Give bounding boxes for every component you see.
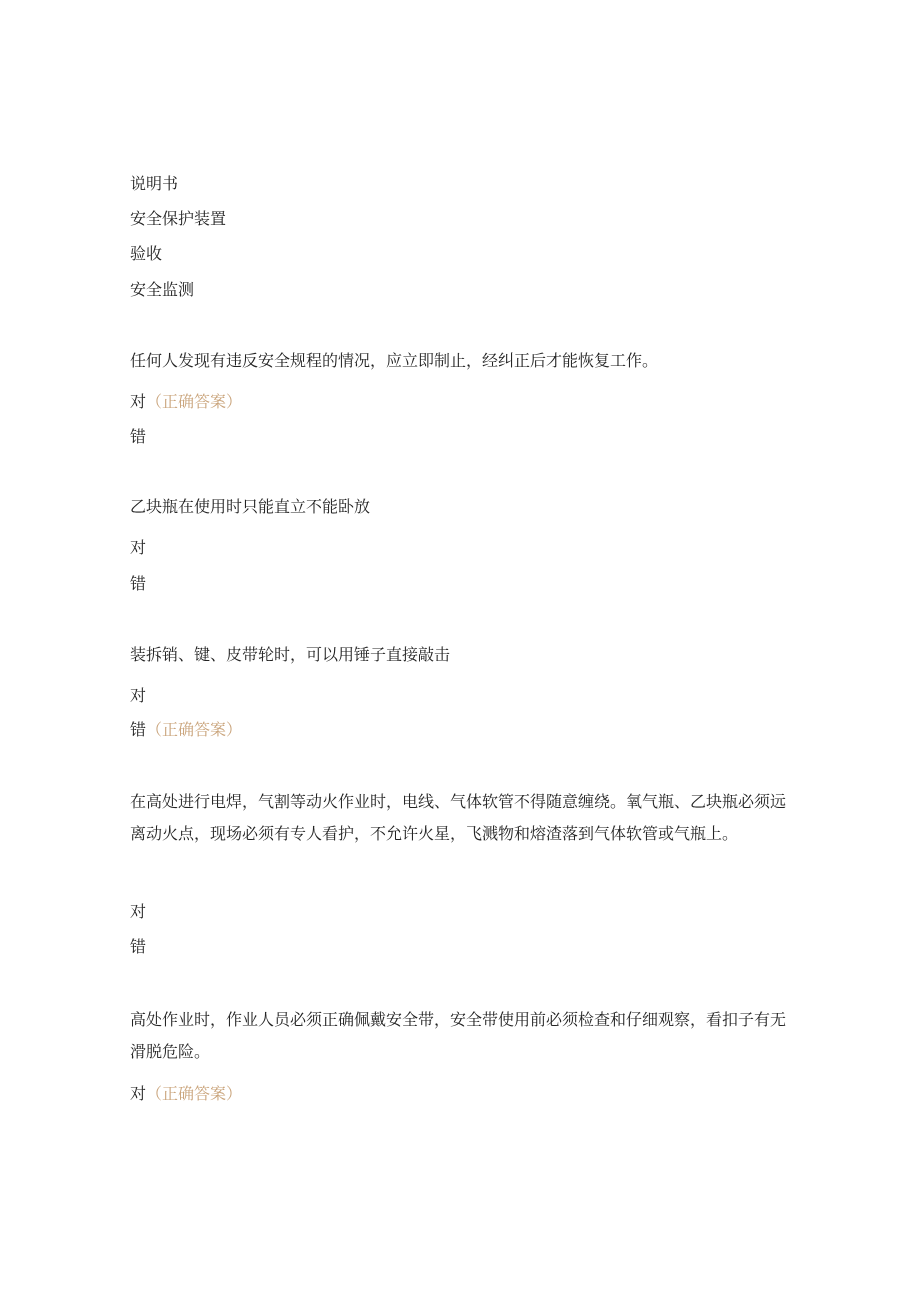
correct-answer-tag: （正确答案） bbox=[146, 1084, 243, 1103]
option-item: 验收 bbox=[130, 244, 163, 263]
option-item: 安全保护装置 bbox=[130, 209, 227, 228]
answer-option: 对 bbox=[130, 902, 147, 921]
question-text: 装拆销、键、皮带轮时，可以用锤子直接敲击 bbox=[130, 645, 451, 664]
option-item: 说明书 bbox=[130, 174, 179, 193]
answer-option bbox=[130, 392, 242, 412]
answer-option: 错 bbox=[130, 937, 147, 956]
answer-option: 错 bbox=[130, 427, 147, 446]
answer-option-label: 对 bbox=[130, 1084, 147, 1103]
question-text: 乙块瓶在使用时只能直立不能卧放 bbox=[130, 497, 371, 516]
answer-option-label: 错 bbox=[130, 720, 147, 739]
answer-option-label: 对 bbox=[130, 392, 147, 411]
correct-answer-tag: （正确答案） bbox=[146, 720, 243, 739]
correct-answer-tag: （正确答案） bbox=[146, 392, 243, 411]
option-item: 安全监测 bbox=[130, 280, 195, 299]
question-text: 任何人发现有违反安全规程的情况，应立即制止，经纠正后才能恢复工作。 bbox=[130, 351, 659, 370]
answer-option: 对 bbox=[130, 686, 147, 705]
answer-option: 对 bbox=[130, 538, 147, 557]
question-text: 在高处进行电焊，气割等动火作业时，电线、气体软管不得随意缠绕。氧气瓶、乙块瓶必须远离动火点，现场必须有专人看护，不允许火星，飞溅物和熔渣落到气体软管或气瓶上。 bbox=[130, 792, 787, 843]
answer-option: 错 bbox=[130, 574, 147, 593]
answer-option bbox=[130, 1084, 242, 1104]
answer-option bbox=[130, 720, 242, 740]
question-text: 高处作业时，作业人员必须正确佩戴安全带，安全带使用前必须检查和仔细观察，看扣子有无滑脱危险。 bbox=[130, 1010, 787, 1061]
